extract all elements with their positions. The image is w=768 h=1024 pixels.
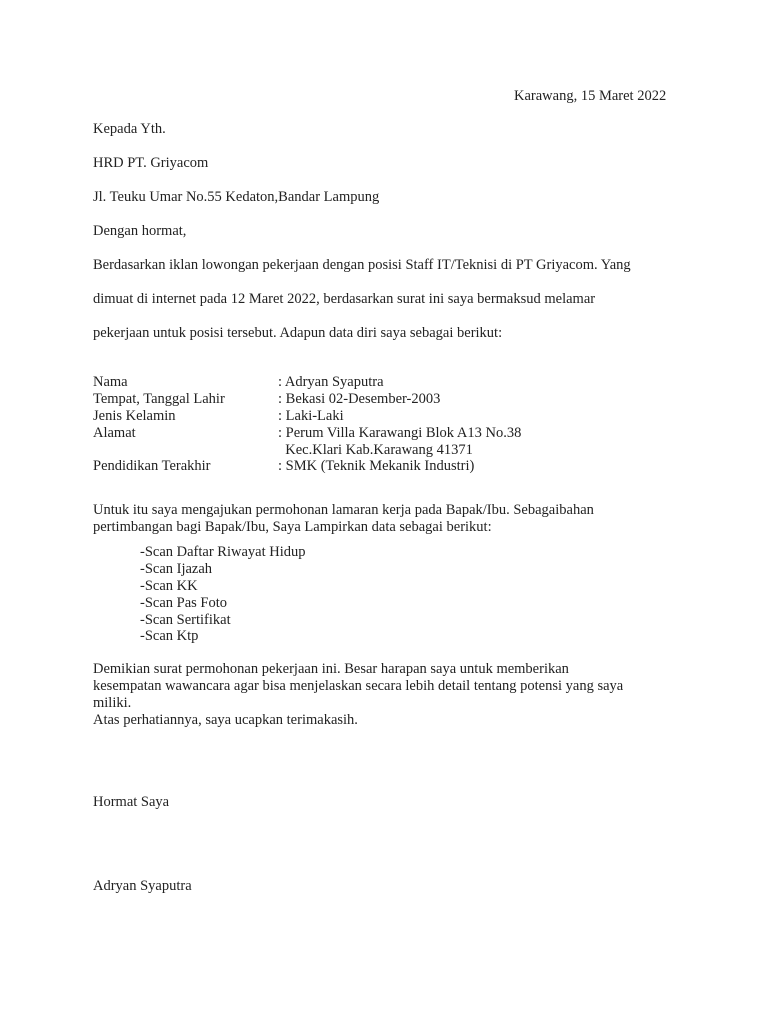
sign-off: Hormat Saya bbox=[93, 794, 170, 810]
attachment-item: -Scan Pas Foto bbox=[140, 595, 227, 611]
intro-line: Berdasarkan iklan lowongan pekerjaan dengan posisi Staff IT/Teknisi di PT Griyacom. Yang bbox=[93, 257, 631, 273]
data-value: : Adryan Syaputra bbox=[278, 374, 384, 390]
attachment-item: -Scan Ijazah bbox=[140, 561, 213, 577]
recipient-salutation: Kepada Yth. bbox=[93, 121, 166, 137]
closing-line: Demikian surat permohonan pekerjaan ini. Besar harapan saya untuk memberikan bbox=[93, 661, 569, 677]
data-label: Alamat bbox=[93, 425, 136, 441]
intro-line: dimuat di internet pada 12 Maret 2022, berdasarkan surat ini saya bermaksud melamar bbox=[93, 291, 596, 307]
attachment-item: -Scan Sertifikat bbox=[140, 612, 231, 628]
closing-line: Atas perhatiannya, saya ucapkan terimakasih. bbox=[93, 712, 358, 728]
recipient-address: Jl. Teuku Umar No.55 Kedaton,Bandar Lampung bbox=[93, 189, 380, 205]
date-line: Karawang, 15 Maret 2022 bbox=[514, 88, 667, 104]
data-label: Nama bbox=[93, 374, 128, 390]
data-value: : SMK (Teknik Mekanik Industri) bbox=[278, 458, 475, 474]
closing-line: miliki. bbox=[93, 695, 132, 711]
data-label: Pendidikan Terakhir bbox=[93, 458, 211, 474]
signatory-name: Adryan Syaputra bbox=[93, 878, 192, 894]
attachment-item: -Scan Daftar Riwayat Hidup bbox=[140, 544, 306, 560]
request-line: pertimbangan bagi Bapak/Ibu, Saya Lampirkan data sebagai berikut: bbox=[93, 519, 492, 535]
data-value: : Laki-Laki bbox=[278, 408, 344, 424]
intro-line: pekerjaan untuk posisi tersebut. Adapun data diri saya sebagai berikut: bbox=[93, 325, 503, 341]
data-value: Kec.Klari Kab.Karawang 41371 bbox=[278, 442, 473, 458]
data-label: Tempat, Tanggal Lahir bbox=[93, 391, 225, 407]
data-value: : Perum Villa Karawangi Blok A13 No.38 bbox=[278, 425, 522, 441]
attachment-item: -Scan KK bbox=[140, 578, 198, 594]
data-label: Jenis Kelamin bbox=[93, 408, 176, 424]
closing-line: kesempatan wawancara agar bisa menjelaskan secara lebih detail tentang potensi yang saya bbox=[93, 678, 624, 694]
attachment-item: -Scan Ktp bbox=[140, 628, 199, 644]
request-line: Untuk itu saya mengajukan permohonan lamaran kerja pada Bapak/Ibu. Sebagaibahan bbox=[93, 502, 594, 518]
greeting: Dengan hormat, bbox=[93, 223, 187, 239]
recipient-company: HRD PT. Griyacom bbox=[93, 155, 209, 171]
data-value: : Bekasi 02-Desember-2003 bbox=[278, 391, 441, 407]
